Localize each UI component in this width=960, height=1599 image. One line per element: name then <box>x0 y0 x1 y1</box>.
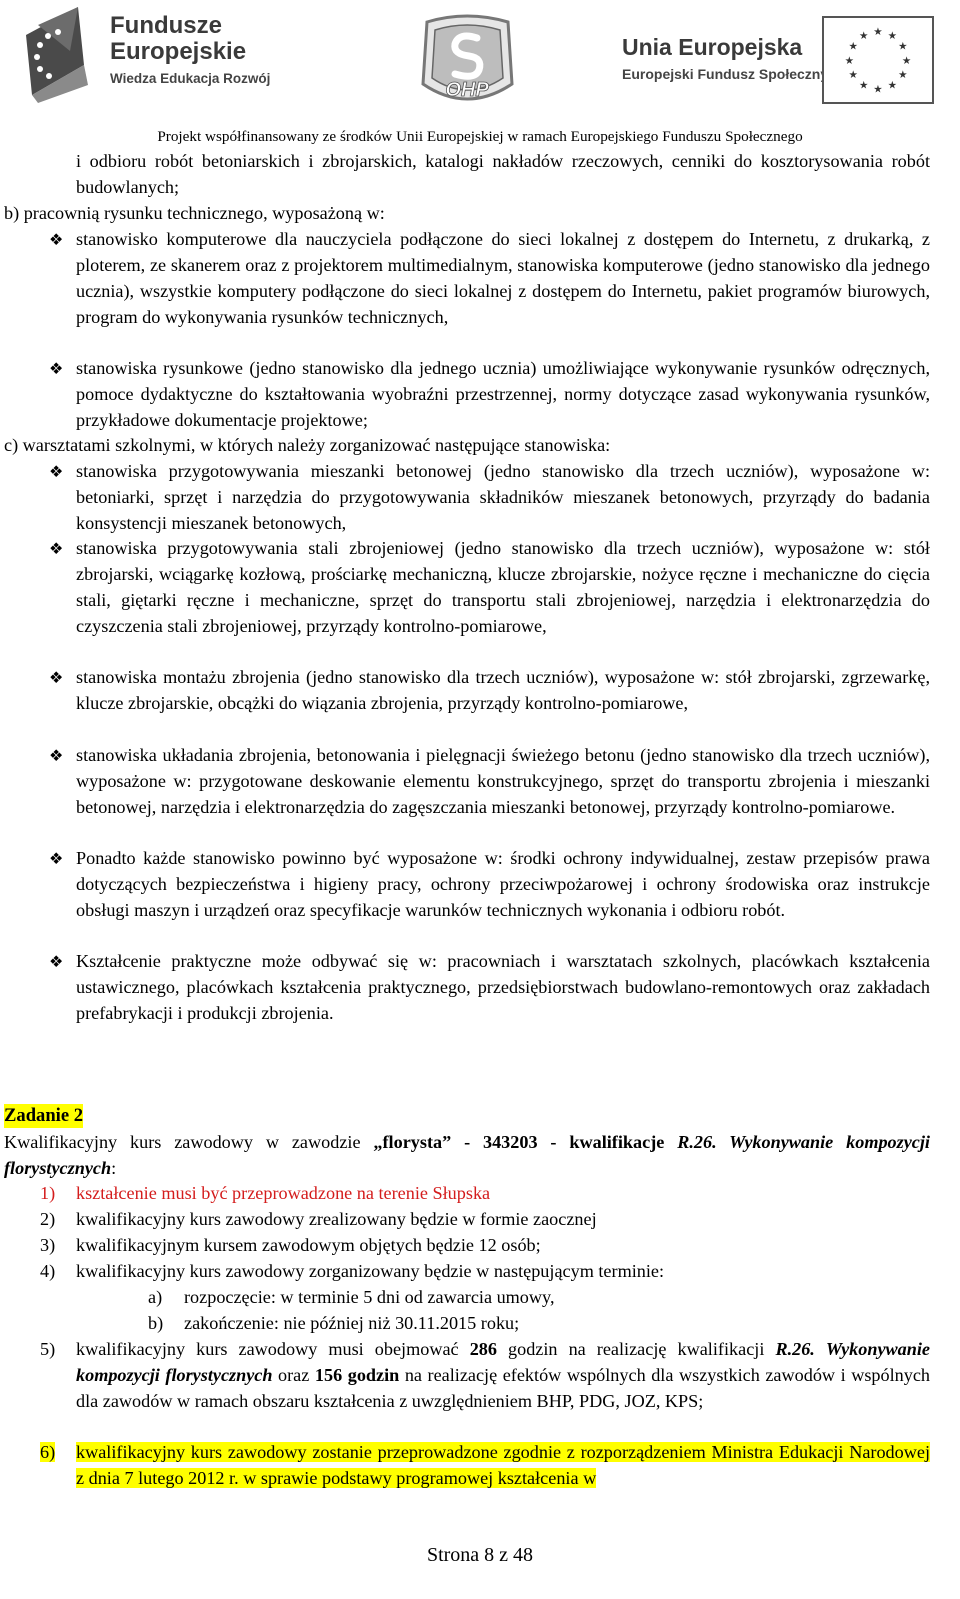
svg-text:★: ★ <box>898 40 908 53</box>
svg-text:★: ★ <box>901 54 912 67</box>
svg-text:★: ★ <box>887 79 898 92</box>
list-number: 1) <box>40 1183 56 1203</box>
diamond-bullet-icon: ❖ <box>49 668 64 687</box>
svg-text:★: ★ <box>844 54 855 67</box>
zadanie-intro-f: : <box>111 1157 117 1178</box>
item6-text: kwalifikacyjny kurs zawodowy zostanie przeprowadzone zgodnie z rozporządzeniem Ministra Edukacji Narodowej z dnia 7 lutego 2012 r. w sprawie podstawy programowej kształcenia w <box>76 1442 930 1488</box>
section-a-continuation: i odbioru robót betoniarskich i zbrojarskich, katalogi nakładów rzeczowych, cenniki do kosztorysowania robót budowlanych; <box>76 151 930 197</box>
unia-europejska-logo <box>612 12 952 112</box>
sublist-letter: b) <box>148 1313 164 1333</box>
unia-line1: Unia Europejska <box>622 34 803 60</box>
item5-f: oraz <box>272 1364 315 1385</box>
eu-flag-icon <box>822 16 934 104</box>
page-header <box>0 0 960 145</box>
svg-text:★: ★ <box>848 69 858 82</box>
list-item: kwalifikacyjnym kursem zawodowym objętych będzie 12 osób; <box>76 1235 541 1255</box>
diamond-bullet-icon: ❖ <box>49 849 64 868</box>
zadanie-intro-a: Kwalifikacyjny kurs zawodowy w zawodzie <box>4 1132 374 1152</box>
svg-text:★: ★ <box>873 83 883 96</box>
section-b-item: stanowisko komputerowe dla nauczyciela podłączone do sieci lokalnej z dostępem do Internetu, z drukarką, z ploterem, ze skanerem oraz z projektorem multimedialnym, stanowiska komputerowe (jedno stanowisko dla jednego ucznia), wszystkie komputery podłączone do sieci lokalnej z dostępem do Internetu, pakiet programów biurowych, program do wykonywania rysunków technicznych, <box>76 229 930 327</box>
section-c-item: stanowiska układania zbrojenia, betonowania i pielęgnacji świeżego betonu (jedno stanowisko dla trzech uczniów), wyposażone w: przygotowane deskowanie elementu konstrukcyjnego, sprzęt do transportu zbrojenia i mieszanki betonowej, narzędzia i elektronarzędzia do zagęszczania mieszanki betonowej, przyrządy kontrolno-pomiarowe. <box>76 745 930 817</box>
zadanie-intro-b: „florysta” - 343203 - kwalifikacje <box>373 1132 678 1152</box>
item5-d: R.26. <box>775 1339 815 1359</box>
page-number: Strona 8 z 48 <box>426 1544 534 1566</box>
svg-text:★: ★ <box>873 26 883 39</box>
sublist-letter: a) <box>148 1287 163 1307</box>
item5-h: na realizację efektów wspólnych dla wszystkich zawodów i wspólnych dla zawodów w ramach obszaru kształcenia z uwzględnieniem BHP, PDG, JOZ, KPS; <box>76 1364 931 1411</box>
svg-text:★: ★ <box>858 30 869 42</box>
diamond-bullet-icon: ❖ <box>49 230 64 249</box>
section-c-item: Ponadto każde stanowisko powinno być wyposażone w: środki ochrony indywidualnej, zestaw przepisów prawa dotyczących bezpieczeństwa i higieny pracy, ochrony przeciwpożarowej i ochrony środowiska oraz instrukcje obsługi maszyn i urządzeń oraz specyfikacje warunków technicznych wykonania i odbioru robót. <box>76 848 930 920</box>
fundusze-line3: Wiedza Edukacja Rozwój <box>110 71 271 86</box>
zadanie-intro-e: kompozycji florystycznych <box>4 1132 930 1178</box>
section-b-title: b) pracownią rysunku technicznego, wyposażoną w: <box>4 203 385 223</box>
sublist-item: rozpoczęcie: w terminie 5 dni od zawarcia umowy, <box>184 1287 555 1307</box>
fundusze-europejskie-mark-icon <box>18 5 98 103</box>
section-c-item: stanowiska przygotowywania stali zbrojeniowej (jedno stanowisko dla trzech uczniów), wyposażone w: stół zbrojarski, wciągarkę kozłową, prościarkę mechaniczną, klucze zbrojarskie, nożyce ręczne i mechaniczne do cięcia stali, giętarki ręczne i mechaniczne, sprzęt do transportu stali zbrojeniowej, narzędzia i elektronarzędzia do czyszczenia stali zbrojeniowej, przyrządy kontrolno-pomiarowe, <box>76 538 930 636</box>
diamond-bullet-icon: ❖ <box>49 746 64 765</box>
fundusze-europejskie-logo <box>18 5 318 105</box>
svg-text:★: ★ <box>887 30 898 42</box>
ohp-logo-text: OHP <box>445 79 489 101</box>
diamond-bullet-icon: ❖ <box>49 462 64 481</box>
sublist-item: zakończenie: nie później niż 30.11.2015 roku; <box>184 1313 520 1333</box>
section-c-item: Kształcenie praktyczne może odbywać się w: pracowniach i warsztatach szkolnych, placówkach kształcenia ustawicznego, placówkach kształcenia praktycznego, przedsiębiorstwach budowlano-remontowych oraz zakładach prefabrykacji i produkcji zbrojenia. <box>76 951 930 1023</box>
ohp-logo <box>415 14 520 114</box>
item5-g: 156 godzin <box>314 1364 400 1385</box>
list-item <box>76 1440 930 1492</box>
unia-line2: Europejski Fundusz Społeczny <box>622 66 829 82</box>
svg-text:★: ★ <box>848 40 858 53</box>
section-c-item: stanowiska przygotowywania mieszanki betonowej (jedno stanowisko dla trzech uczniów), wyposażone w: betoniarki, sprzęt i narzędzia do przygotowywania składników mieszanek betonowych, przyrządy do badania konsystencji mieszanek betonowych, <box>76 461 930 533</box>
item5-e: Wykonywanie kompozycji florystycznych <box>76 1339 931 1385</box>
diamond-bullet-icon: ❖ <box>49 539 64 558</box>
section-c-title: c) warsztatami szkolnymi, w których należy zorganizować następujące stanowiska: <box>4 435 611 455</box>
list-item: kwalifikacyjny kurs zawodowy zorganizowany będzie w następującym terminie: <box>76 1261 665 1281</box>
list-item <box>76 1337 930 1415</box>
zadanie-intro-c: R.26. <box>677 1132 717 1152</box>
item5-a: kwalifikacyjny kurs zawodowy musi obejmować <box>76 1339 470 1359</box>
zadanie-heading: Zadanie 2 <box>4 1105 84 1126</box>
fundusze-line2: Europejskie <box>110 38 247 65</box>
list-number-6: 6) <box>40 1442 56 1462</box>
list-number: 3) <box>40 1235 56 1255</box>
list-number <box>40 1440 80 1466</box>
diamond-bullet-icon: ❖ <box>49 359 64 378</box>
section-b-item: stanowiska rysunkowe (jedno stanowisko dla jednego ucznia) umożliwiające wykonywanie rysunków odręcznych, pomoce dydaktyczne do kształtowania wyobraźni przestrzennej, normy dotyczące zasad wykonywania rysunków, przykładowe dokumentacje projektowe; <box>76 358 930 430</box>
list-number: 5) <box>40 1339 56 1359</box>
list-number: 2) <box>40 1209 56 1229</box>
zadanie-intro-d: Wykonywanie <box>716 1132 834 1152</box>
svg-text:★: ★ <box>898 69 908 82</box>
fundusze-line1: Fundusze <box>110 12 222 39</box>
section-c-item: stanowiska montażu zbrojenia (jedno stanowisko dla trzech uczniów), wyposażone w: stół zbrojarski, zgrzewarkę, klucze zbrojarskie, obcążki do wiązania zbrojenia, przyrządy kontrolno-pomiarowe, <box>76 667 930 713</box>
project-cofinancing-line: Projekt współfinansowany ze środków Unii Europejskiej w ramach Europejskiego Funduszu Społecznego <box>157 128 803 145</box>
list-item: kwalifikacyjny kurs zawodowy zrealizowany będzie w formie zaocznej <box>76 1209 597 1229</box>
svg-text:★: ★ <box>858 79 869 92</box>
diamond-bullet-icon: ❖ <box>49 952 64 971</box>
item5-c: godzin na realizację kwalifikacji <box>496 1339 776 1359</box>
list-item: kształcenie musi być przeprowadzone na terenie Słupska <box>76 1183 491 1203</box>
item5-b: 286 <box>469 1339 497 1359</box>
list-number: 4) <box>40 1261 56 1281</box>
zadanie-intro <box>4 1130 930 1182</box>
